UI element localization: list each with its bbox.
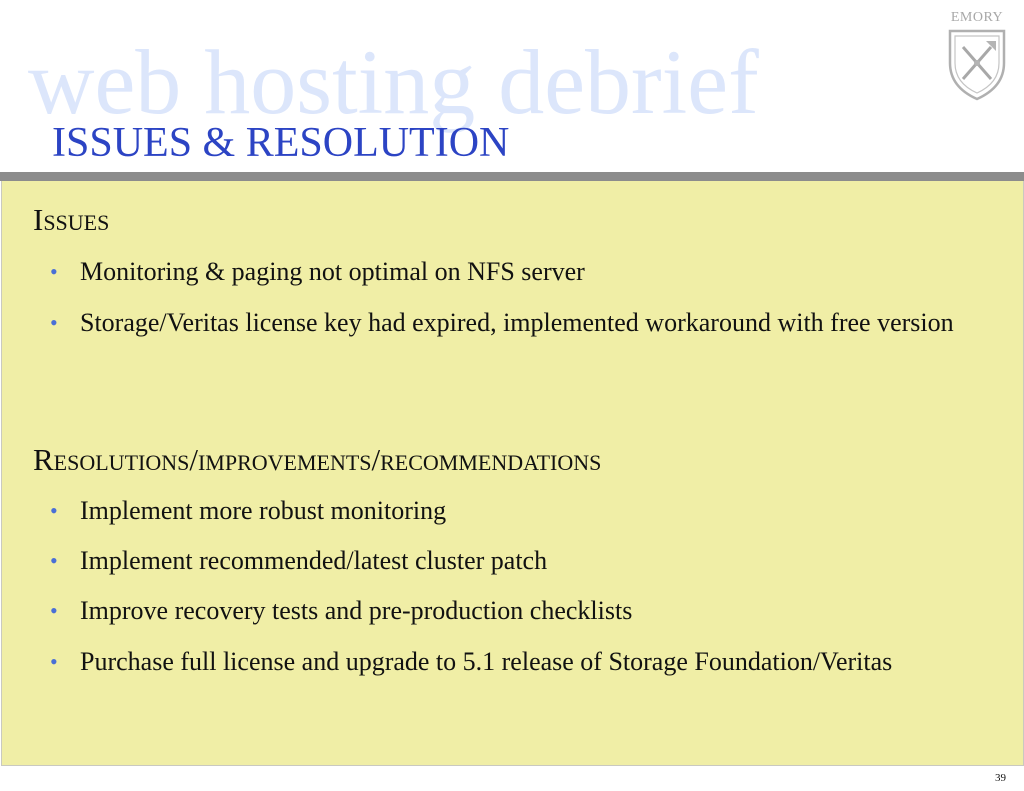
bullet-icon: • — [50, 548, 58, 573]
page-number: 39 — [995, 772, 1006, 784]
bullet-icon: • — [50, 259, 58, 284]
emory-logo — [940, 10, 1014, 106]
list-item-text: Purchase full license and upgrade to 5.1 release of Storage Foundation/Veritas — [80, 647, 893, 676]
list-item — [50, 491, 1015, 530]
list-item — [50, 303, 1015, 342]
list-item-text: Implement more robust monitoring — [80, 496, 447, 525]
list-item — [50, 252, 1015, 291]
list-item-text: Implement recommended/latest cluster patch — [80, 546, 548, 575]
shield-icon — [946, 27, 1008, 103]
logo-wordmark: EMORY — [950, 10, 1004, 25]
list-item — [50, 591, 1015, 630]
bullet-icon: • — [50, 649, 58, 674]
slide-title: ISSUES & RESOLUTION — [52, 120, 510, 166]
list-item-text: Storage/Veritas license key had expired, implemented workaround with free version — [80, 308, 954, 337]
list-item-text: Monitoring & paging not optimal on NFS server — [80, 257, 585, 286]
list-item-text: Improve recovery tests and pre-production checklists — [80, 596, 633, 625]
bullet-icon: • — [50, 310, 58, 335]
issues-heading: Issues — [33, 202, 110, 237]
list-item — [50, 642, 1015, 681]
title-divider — [0, 172, 1024, 181]
bullet-icon: • — [50, 598, 58, 623]
bullet-icon: • — [50, 498, 58, 523]
resolutions-heading: Resolutions/improvements/recommendations — [33, 442, 602, 477]
watermark-text: web hosting debrief — [28, 31, 759, 133]
list-item — [50, 541, 1015, 580]
